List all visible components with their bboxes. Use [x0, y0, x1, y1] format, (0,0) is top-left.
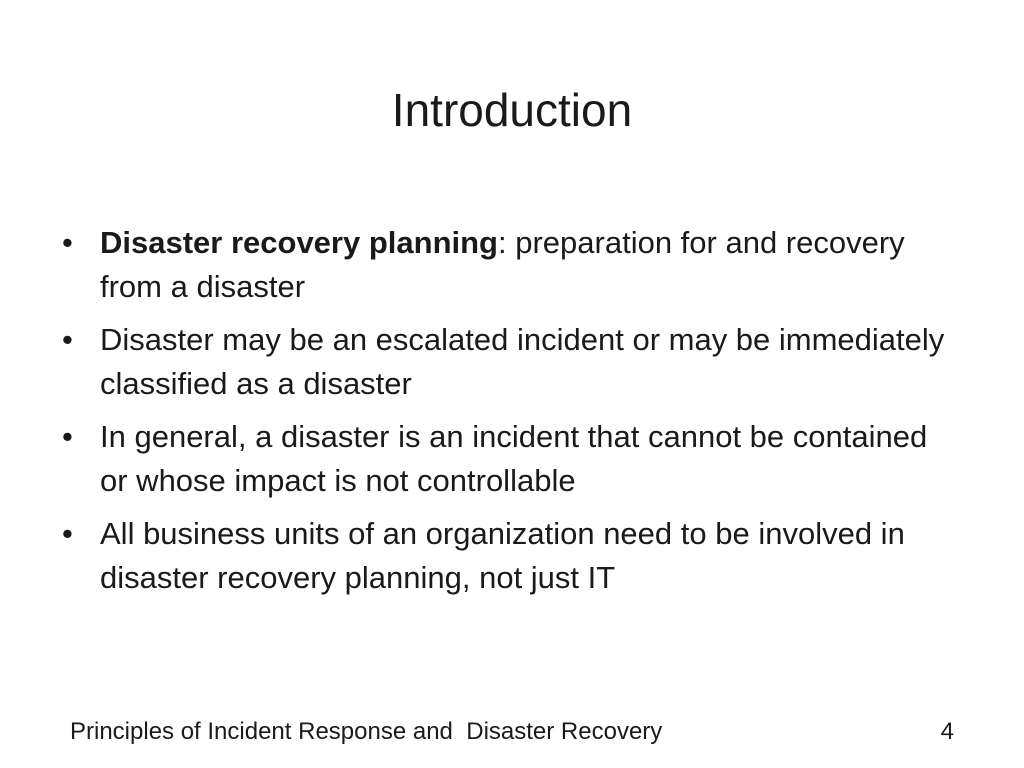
- bullet-icon: •: [62, 419, 73, 454]
- bullet-term: Disaster recovery planning: [100, 225, 498, 260]
- bullet-item: [54, 512, 954, 600]
- bullet-icon: •: [62, 516, 73, 551]
- bullet-item: [54, 415, 954, 503]
- bullet-icon: •: [62, 322, 73, 357]
- footer-title: Principles of Incident Response and Disaster Recovery: [70, 718, 663, 745]
- bullet-text: In general, a disaster is an incident that cannot be contained or whose impact is not controllable: [100, 419, 928, 498]
- page-number: 4: [940, 718, 954, 745]
- bullet-text: Disaster may be an escalated incident or may be immediately classified as a disaster: [100, 322, 945, 401]
- bullet-list: [54, 221, 954, 609]
- slide-title: Introduction: [391, 84, 633, 136]
- bullet-icon: •: [62, 225, 73, 260]
- bullet-text: All business units of an organization need to be involved in disaster recovery planning, not just IT: [100, 516, 905, 595]
- bullet-text: : preparation for and recovery from a disaster: [100, 225, 905, 304]
- bullet-item: [54, 318, 954, 406]
- bullet-item: [54, 221, 954, 309]
